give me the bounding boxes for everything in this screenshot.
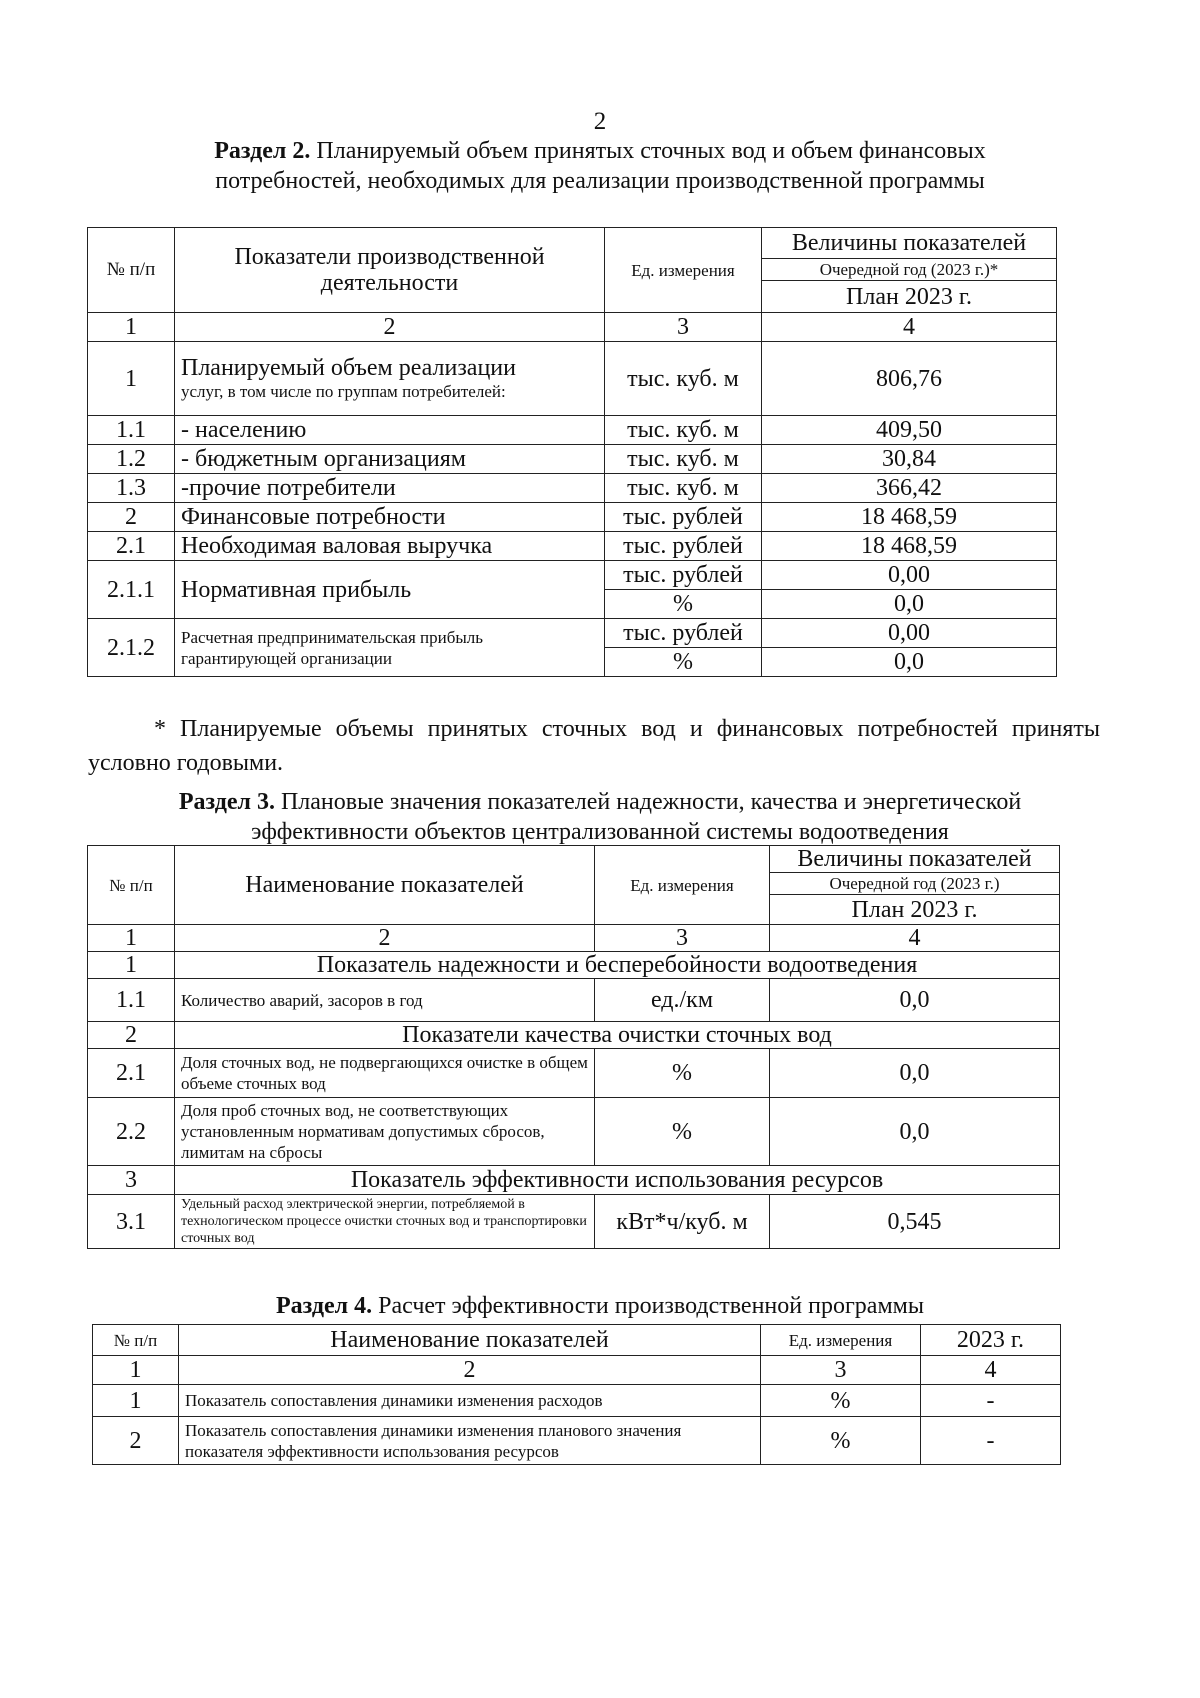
table-row [88,979,1060,1022]
s2-header-plan: План 2023 г. [762,281,1057,313]
row-value: 0,0 [762,590,1057,619]
section4-table [92,1324,1061,1465]
row-num: 2 [93,1417,179,1465]
row-value: 409,50 [762,416,1057,445]
s3-header-plan: План 2023 г. [770,895,1060,925]
row-unit: % [605,590,762,619]
row-unit: % [605,648,762,677]
s3-header-values: Величины показателей [770,846,1060,873]
table-row [93,1385,1061,1417]
table-row [88,416,1057,445]
row-name: Показатель сопоставления динамики изменения расходов [179,1385,761,1417]
s2-header-indicator: Показатели производственной деятельности [175,228,605,313]
s3-header-year: Очередной год (2023 г.) [770,873,1060,895]
s2-colnum-4: 4 [762,313,1057,342]
row-name: Доля проб сточных вод, не соответствующих установленным нормативам допустимых сбросов, лимитам на сбросы [175,1098,595,1166]
group-title: Показатель эффективности использования ресурсов [175,1166,1060,1195]
row-unit: тыс. рублей [605,561,762,590]
row-unit: % [595,1098,770,1166]
s4-colnum-1: 1 [93,1356,179,1385]
table-row [88,474,1057,503]
section2-table [87,227,1057,677]
row-value: 366,42 [762,474,1057,503]
section3-title-bold: Раздел 3. [178,789,275,815]
group-num: 1 [88,952,175,979]
row-name: Расчетная предпринимательская прибыль гарантирующей организации [175,619,605,677]
row-value: 30,84 [762,445,1057,474]
row-name: Необходимая валовая выручка [175,532,605,561]
s3-header-num: № п/п [88,846,175,925]
row-name: Нормативная прибыль [175,561,605,619]
s4-header-num: № п/п [93,1325,179,1356]
row-num: 1.1 [88,979,175,1022]
s2-colnum-1: 1 [88,313,175,342]
row-unit: тыс. рублей [605,532,762,561]
row-num: 1.1 [88,416,175,445]
s3-colnum-4: 4 [770,925,1060,952]
s4-header-unit: Ед. измерения [761,1325,921,1356]
row-name: - населению [175,416,605,445]
row-num: 2.1 [88,1049,175,1098]
row-name: Доля сточных вод, не подвергающихся очистке в общем объеме сточных вод [175,1049,595,1098]
footnote-text: * Планируемые объемы принятых сточных вод и финансовых потребностей приняты условно годовыми. [88,716,1100,776]
s3-header-indicator: Наименование показателей [175,846,595,925]
s2-header-values: Величины показателей [762,228,1057,259]
row-unit: тыс. куб. м [605,342,762,416]
row-unit: тыс. рублей [605,503,762,532]
row-value: 0,0 [770,1098,1060,1166]
section2-title-bold: Раздел 2. [214,138,311,164]
row-unit: % [761,1417,921,1465]
page-number: 2 [593,108,607,135]
section4-title-text: Расчет эффективности производственной программы [372,1293,924,1319]
section3-table [87,845,1060,1249]
table-group-row [88,952,1060,979]
row-value: 0,0 [762,648,1057,677]
row-name [175,342,605,416]
s2-header-num: № п/п [88,228,175,313]
table-row [88,619,1057,648]
row-name: - бюджетным организациям [175,445,605,474]
row-name: Показатель сопоставления динамики изменения планового значения показателя эффективности использования ресурсов [179,1417,761,1465]
row-name-sub: услуг, в том числе по группам потребителей: [181,382,506,401]
s3-colnum-3: 3 [595,925,770,952]
row-value: 0,00 [762,619,1057,648]
group-title: Показатель надежности и бесперебойности водоотведения [175,952,1060,979]
s2-header-unit: Ед. измерения [605,228,762,313]
row-num: 1 [88,342,175,416]
row-name: -прочие потребители [175,474,605,503]
s3-colnum-1: 1 [88,925,175,952]
table-group-row [88,1166,1060,1195]
row-name-main: Планируемый объем реализации [181,355,516,381]
row-unit: ед./км [595,979,770,1022]
group-num: 2 [88,1022,175,1049]
row-num: 2.1 [88,532,175,561]
row-value: 0,545 [770,1195,1060,1249]
row-unit: тыс. куб. м [605,445,762,474]
row-num: 1 [93,1385,179,1417]
s4-colnum-4: 4 [921,1356,1061,1385]
row-num: 1.3 [88,474,175,503]
row-num: 2.2 [88,1098,175,1166]
s2-header-year: Очередной год (2023 г.)* [762,259,1057,281]
table-row [88,561,1057,590]
s4-header-year: 2023 г. [921,1325,1061,1356]
row-value: 18 468,59 [762,532,1057,561]
row-unit: % [595,1049,770,1098]
s2-colnum-2: 2 [175,313,605,342]
row-value: 806,76 [762,342,1057,416]
row-value: 18 468,59 [762,503,1057,532]
row-value: 0,00 [762,561,1057,590]
s4-colnum-3: 3 [761,1356,921,1385]
section2-title [140,136,1060,196]
section3-title [120,787,1080,847]
table-row [88,445,1057,474]
row-num: 2.1.2 [88,619,175,677]
row-unit: % [761,1385,921,1417]
table-row [93,1417,1061,1465]
row-num: 2.1.1 [88,561,175,619]
table-row [88,1049,1060,1098]
section2-title-text: Планируемый объем принятых сточных вод и объем финансовых потребностей, необходимых для реализации производственной программы [215,138,986,194]
table-group-row [88,1022,1060,1049]
table-row [88,532,1057,561]
row-value: - [921,1417,1061,1465]
table-row [88,1195,1060,1249]
row-num: 2 [88,503,175,532]
row-num: 1.2 [88,445,175,474]
s3-colnum-2: 2 [175,925,595,952]
table-row [88,1098,1060,1166]
table-row [88,503,1057,532]
s4-colnum-2: 2 [179,1356,761,1385]
section4-title [140,1291,1060,1321]
s3-header-unit: Ед. измерения [595,846,770,925]
s2-colnum-3: 3 [605,313,762,342]
group-title: Показатели качества очистки сточных вод [175,1022,1060,1049]
table-row [88,342,1057,416]
section3-title-text: Плановые значения показателей надежности, качества и энергетической эффективности объектов централизованной системы водоотведения [251,789,1022,845]
section4-title-bold: Раздел 4. [276,1293,373,1319]
row-name: Удельный расход электрической энергии, потребляемой в технологическом процессе очистки сточных вод и транспортировки сточных вод [175,1195,595,1249]
row-name: Количество аварий, засоров в год [175,979,595,1022]
row-unit: тыс. рублей [605,619,762,648]
row-unit: кВт*ч/куб. м [595,1195,770,1249]
row-num: 3.1 [88,1195,175,1249]
s4-header-indicator: Наименование показателей [179,1325,761,1356]
row-unit: тыс. куб. м [605,474,762,503]
row-value: - [921,1385,1061,1417]
section2-footnote [88,712,1100,780]
group-num: 3 [88,1166,175,1195]
row-name: Финансовые потребности [175,503,605,532]
row-value: 0,0 [770,1049,1060,1098]
row-unit: тыс. куб. м [605,416,762,445]
row-value: 0,0 [770,979,1060,1022]
